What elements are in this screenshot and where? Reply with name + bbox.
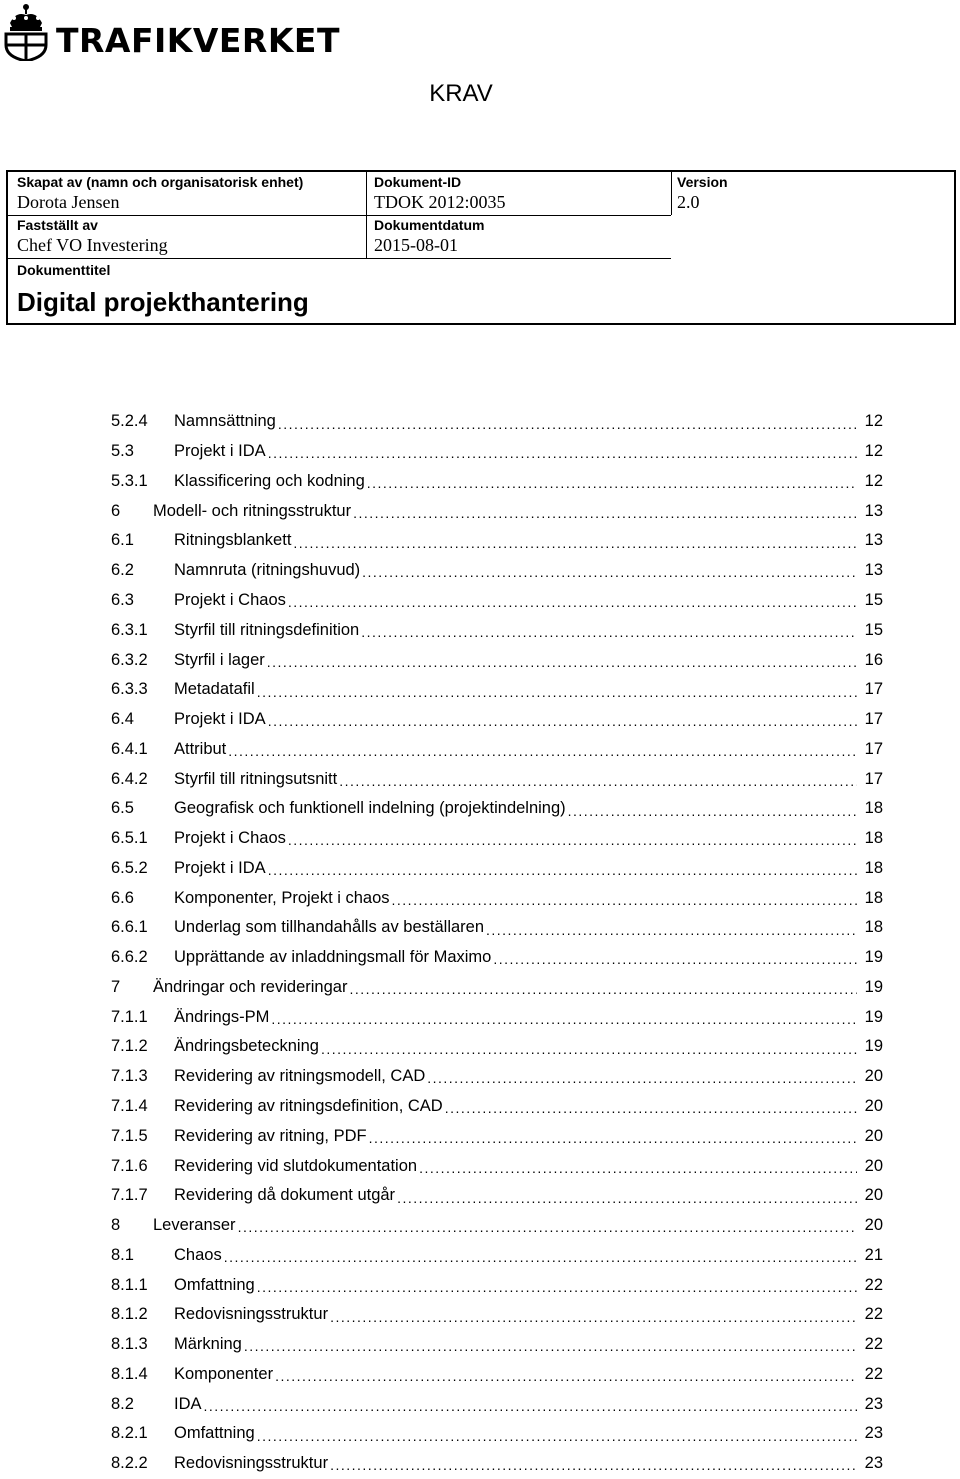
toc-entry-title: Ritningsblankett: [174, 531, 292, 550]
toc-entry-title: Projekt i IDA: [174, 442, 266, 461]
toc-entry-body: [174, 764, 883, 794]
toc-entry-number: 8.1.2: [111, 1305, 148, 1324]
toc-dot-leader: [369, 1130, 857, 1147]
toc-entry-body: [174, 526, 883, 556]
toc-dot-leader: [486, 922, 857, 939]
version-value: 2.0: [677, 192, 700, 212]
toc-entry-number: 6.4.1: [111, 739, 148, 758]
toc-entry-title: Redovisningsstruktur: [174, 1454, 329, 1473]
toc-entry-title: Revidering då dokument utgår: [174, 1186, 396, 1205]
toc-entry-page: 19: [864, 1007, 883, 1026]
toc-entry-page: 15: [864, 620, 883, 639]
toc-dot-leader: [268, 862, 857, 879]
toc-entry-number: 6.5: [111, 799, 134, 818]
toc-entry-page: 20: [864, 1186, 883, 1205]
toc-entry-page: 20: [864, 1126, 883, 1145]
toc-entry-number: 6.3.2: [111, 650, 148, 669]
toc-entry-title: Attribut: [174, 739, 227, 758]
toc-entry-number: 7.1.4: [111, 1096, 148, 1115]
toc-entry-number: 8.1.4: [111, 1364, 148, 1383]
toc-entry-page: 17: [864, 769, 883, 788]
toc-entry-number: 6.4.2: [111, 769, 148, 788]
toc-entry[interactable]: [111, 1270, 883, 1300]
toc-entry-page: 23: [864, 1454, 883, 1473]
toc-entry-title: Redovisningsstruktur: [174, 1305, 329, 1324]
toc-dot-leader: [293, 535, 857, 552]
toc-entry-number: 6.6: [111, 888, 134, 907]
toc-entry[interactable]: [111, 1062, 883, 1092]
toc-entry-page: 21: [864, 1245, 883, 1264]
toc-entry-body: [174, 1121, 883, 1151]
toc-entry-body: [174, 645, 883, 675]
toc-entry[interactable]: [111, 734, 883, 764]
toc-entry[interactable]: [111, 407, 883, 437]
created-by-value: Dorota Jensen: [17, 192, 120, 212]
toc-entry-number: 6.5.2: [111, 858, 148, 877]
toc-entry-number: 7.1.1: [111, 1007, 148, 1026]
header-divider: [671, 172, 672, 215]
toc-entry-number: 8.2.2: [111, 1454, 148, 1473]
toc-entry-body: [174, 467, 883, 497]
approved-by-label: Fastställt av: [17, 217, 98, 233]
toc-entry[interactable]: [111, 1151, 883, 1181]
toc-entry-body: [174, 824, 883, 854]
toc-entry-body: [153, 1211, 883, 1241]
toc-entry-body: [174, 1449, 883, 1479]
toc-entry-page: 12: [864, 442, 883, 461]
toc-entry-page: 12: [864, 412, 883, 431]
toc-entry[interactable]: [111, 1389, 883, 1419]
toc-entry-title: Upprättande av inladdningsmall för Maximo: [174, 948, 492, 967]
toc-entry[interactable]: [111, 586, 883, 616]
toc-entry-title: Ändringar och revideringar: [153, 977, 348, 996]
toc-entry-number: 7.1.7: [111, 1186, 148, 1205]
toc-entry-number: 6.5.1: [111, 829, 148, 848]
toc-dot-leader: [267, 654, 857, 671]
toc-entry-number: 6.6.1: [111, 918, 148, 937]
toc-entry-page: 20: [864, 1156, 883, 1175]
toc-entry-title: Styrfil till ritningsutsnitt: [174, 769, 338, 788]
toc-entry-number: 6.4: [111, 710, 134, 729]
header-divider: [8, 215, 671, 216]
toc-entry-number: 5.2.4: [111, 412, 148, 431]
toc-dot-leader: [427, 1070, 857, 1087]
trafikverket-logo: [4, 2, 340, 62]
toc-entry-title: Metadatafil: [174, 680, 255, 699]
toc-entry-page: 18: [864, 858, 883, 877]
toc-entry[interactable]: [111, 1360, 883, 1390]
toc-entry-title: Modell- och ritningsstruktur: [153, 501, 352, 520]
toc-entry-number: 8.1: [111, 1245, 134, 1264]
toc-entry-body: [174, 615, 883, 645]
toc-entry[interactable]: [111, 705, 883, 735]
toc-entry-body: [174, 883, 883, 913]
toc-entry[interactable]: [111, 1449, 883, 1479]
toc-entry-body: [174, 1151, 883, 1181]
toc-entry[interactable]: [111, 913, 883, 943]
toc-entry-page: 17: [864, 739, 883, 758]
toc-entry[interactable]: [111, 1419, 883, 1449]
toc-entry-page: 18: [864, 888, 883, 907]
toc-entry-title: Ändrings-PM: [174, 1007, 270, 1026]
toc-entry-number: 8.2: [111, 1394, 134, 1413]
toc-entry-page: 13: [864, 531, 883, 550]
toc-entry-title: Namnsättning: [174, 412, 276, 431]
toc-dot-leader: [288, 594, 857, 611]
toc-entry-number: 5.3.1: [111, 471, 148, 490]
toc-dot-leader: [204, 1398, 857, 1415]
toc-entry-body: [174, 794, 883, 824]
toc-entry-title: Styrfil i lager: [174, 650, 265, 669]
toc-dot-leader: [445, 1100, 857, 1117]
toc-dot-leader: [228, 743, 857, 760]
toc-entry-title: Namnruta (ritningshuvud): [174, 561, 361, 580]
toc-entry-body: [174, 1419, 883, 1449]
toc-entry[interactable]: [111, 645, 883, 675]
toc-entry-number: 5.3: [111, 442, 134, 461]
toc-entry[interactable]: [111, 615, 883, 645]
toc-entry-page: 22: [864, 1275, 883, 1294]
toc-entry-number: 7.1.5: [111, 1126, 148, 1145]
toc-dot-leader: [288, 832, 857, 849]
doc-id-label: Dokument-ID: [374, 174, 462, 190]
toc-entry-page: 19: [864, 948, 883, 967]
toc-entry[interactable]: [111, 853, 883, 883]
toc-dot-leader: [268, 713, 857, 730]
toc-entry-page: 18: [864, 799, 883, 818]
toc-entry-title: Leveranser: [153, 1216, 236, 1235]
toc-entry-page: 16: [864, 650, 883, 669]
toc-dot-leader: [330, 1309, 857, 1326]
toc-entry-number: 8: [111, 1216, 121, 1235]
toc-entry[interactable]: [111, 794, 883, 824]
toc-entry-title: Revidering av ritningsdefinition, CAD: [174, 1096, 443, 1115]
header-divider: [8, 258, 671, 259]
toc-dot-leader: [257, 1428, 857, 1445]
toc-dot-leader: [321, 1041, 857, 1058]
toc-entry-number: 6.3.3: [111, 680, 148, 699]
toc-entry-body: [174, 1240, 883, 1270]
toc-entry[interactable]: [111, 437, 883, 467]
toc-entry-page: 15: [864, 590, 883, 609]
toc-entry[interactable]: [111, 1240, 883, 1270]
toc-entry-number: 6: [111, 501, 121, 520]
toc-entry-title: Revidering av ritningsmodell, CAD: [174, 1067, 426, 1086]
toc-entry-page: 17: [864, 710, 883, 729]
toc-entry-body: [153, 973, 883, 1003]
toc-entry[interactable]: [111, 1300, 883, 1330]
toc-entry-number: 7.1.6: [111, 1156, 148, 1175]
toc-entry-body: [174, 853, 883, 883]
toc-entry-title: Revidering vid slutdokumentation: [174, 1156, 418, 1175]
toc-entry-page: 20: [864, 1096, 883, 1115]
toc-dot-leader: [568, 803, 857, 820]
toc-entry-page: 13: [864, 501, 883, 520]
logo-wordmark: TRAFIKVERKET: [56, 20, 340, 60]
toc-entry-page: 12: [864, 471, 883, 490]
toc-entry-title: Ändringsbeteckning: [174, 1037, 319, 1056]
toc-dot-leader: [392, 892, 857, 909]
toc-entry[interactable]: [111, 1092, 883, 1122]
toc-entry-body: [174, 1300, 883, 1330]
toc-dot-leader: [275, 1368, 857, 1385]
doc-title-value: Digital projekthantering: [17, 287, 309, 317]
toc-entry-body: [174, 437, 883, 467]
toc-entry[interactable]: [111, 883, 883, 913]
toc-entry[interactable]: [111, 1002, 883, 1032]
toc-entry-number: 8.2.1: [111, 1424, 148, 1443]
toc-entry-body: [174, 675, 883, 705]
toc-entry-number: 8.1.1: [111, 1275, 148, 1294]
toc-entry-body: [174, 1092, 883, 1122]
toc-entry-page: 20: [864, 1216, 883, 1235]
toc-entry[interactable]: [111, 764, 883, 794]
toc-dot-leader: [349, 981, 857, 998]
toc-entry-number: 7: [111, 977, 121, 996]
toc-entry-body: [153, 496, 883, 526]
toc-entry-page: 22: [864, 1305, 883, 1324]
document-class: KRAV: [429, 80, 493, 107]
toc-entry-number: 7.1.2: [111, 1037, 148, 1056]
toc-entry[interactable]: [111, 526, 883, 556]
toc-entry-page: 18: [864, 918, 883, 937]
toc-dot-leader: [278, 416, 857, 433]
toc-dot-leader: [330, 1457, 857, 1474]
toc-entry[interactable]: [111, 556, 883, 586]
toc-entry-page: 13: [864, 561, 883, 580]
doc-id-value: TDOK 2012:0035: [374, 192, 506, 212]
toc-entry-page: 22: [864, 1364, 883, 1383]
toc-entry-title: Chaos: [174, 1245, 222, 1264]
toc-entry-title: Klassificering och kodning: [174, 471, 365, 490]
toc-entry-body: [174, 1389, 883, 1419]
toc-entry-page: 17: [864, 680, 883, 699]
toc-entry-title: Omfattning: [174, 1424, 255, 1443]
toc-entry-body: [174, 1002, 883, 1032]
toc-entry-title: Komponenter, Projekt i chaos: [174, 888, 390, 907]
toc-entry-body: [174, 407, 883, 437]
toc-entry-body: [174, 1270, 883, 1300]
toc-entry-body: [174, 556, 883, 586]
toc-entry[interactable]: [111, 1121, 883, 1151]
toc-dot-leader: [362, 564, 857, 581]
toc-entry-body: [174, 734, 883, 764]
toc-dot-leader: [268, 445, 857, 462]
toc-entry-number: 6.1: [111, 531, 134, 550]
toc-dot-leader: [353, 505, 857, 522]
crown-icon: [4, 3, 48, 61]
toc-entry-body: [174, 1062, 883, 1092]
toc-entry-title: Underlag som tillhandahålls av beställaren: [174, 918, 485, 937]
toc-dot-leader: [339, 773, 857, 790]
toc-entry-page: 18: [864, 829, 883, 848]
toc-entry-title: Komponenter: [174, 1364, 274, 1383]
toc-entry-title: Projekt i IDA: [174, 858, 266, 877]
toc-dot-leader: [419, 1160, 857, 1177]
toc-entry-number: 6.2: [111, 561, 134, 580]
toc-entry-number: 8.1.3: [111, 1335, 148, 1354]
approved-by-value: Chef VO Investering: [17, 235, 168, 255]
doc-date-label: Dokumentdatum: [374, 217, 485, 233]
toc-entry-body: [174, 1181, 883, 1211]
toc-entry-body: [174, 1032, 883, 1062]
toc-dot-leader: [224, 1249, 857, 1266]
toc-dot-leader: [397, 1190, 857, 1207]
toc-entry-body: [174, 1330, 883, 1360]
toc-entry-body: [174, 943, 883, 973]
toc-entry-title: Projekt i Chaos: [174, 590, 286, 609]
toc-entry-body: [174, 705, 883, 735]
doc-title-label: Dokumenttitel: [17, 262, 111, 278]
toc-entry-number: 6.3: [111, 590, 134, 609]
toc-entry[interactable]: [111, 1181, 883, 1211]
toc-entry[interactable]: [111, 675, 883, 705]
toc-entry[interactable]: [111, 824, 883, 854]
toc-entry-number: 7.1.3: [111, 1067, 148, 1086]
version-label: Version: [677, 174, 728, 190]
toc-entry-page: 19: [864, 977, 883, 996]
toc-dot-leader: [244, 1338, 857, 1355]
toc-entry-title: Omfattning: [174, 1275, 255, 1294]
created-by-label: Skapat av (namn och organisatorisk enhet): [17, 174, 304, 190]
toc-entry[interactable]: [111, 496, 883, 526]
toc-entry-title: Projekt i Chaos: [174, 829, 286, 848]
toc-dot-leader: [238, 1219, 857, 1236]
toc-entry-body: [174, 913, 883, 943]
toc-dot-leader: [367, 475, 857, 492]
toc-entry-page: 20: [864, 1067, 883, 1086]
toc-entry[interactable]: [111, 943, 883, 973]
toc-entry-page: 19: [864, 1037, 883, 1056]
toc-entry-title: Märkning: [174, 1335, 242, 1354]
toc-entry-title: Styrfil till ritningsdefinition: [174, 620, 360, 639]
toc-dot-leader: [271, 1011, 857, 1028]
toc-entry-number: 6.3.1: [111, 620, 148, 639]
toc-dot-leader: [257, 1279, 857, 1296]
toc-entry-body: [174, 586, 883, 616]
toc-entry-page: 23: [864, 1394, 883, 1413]
toc-entry-title: IDA: [174, 1394, 202, 1413]
table-of-contents: [111, 407, 883, 1479]
toc-dot-leader: [361, 624, 857, 641]
toc-entry-title: Geografisk och funktionell indelning (projektindelning): [174, 799, 566, 818]
toc-entry[interactable]: [111, 467, 883, 497]
toc-entry-title: Projekt i IDA: [174, 710, 266, 729]
toc-entry-page: 23: [864, 1424, 883, 1443]
toc-entry[interactable]: [111, 1330, 883, 1360]
toc-dot-leader: [493, 951, 857, 968]
toc-dot-leader: [257, 684, 857, 701]
toc-entry-title: Revidering av ritning, PDF: [174, 1126, 367, 1145]
toc-entry[interactable]: [111, 1211, 883, 1241]
toc-entry-body: [174, 1360, 883, 1390]
toc-entry[interactable]: [111, 973, 883, 1003]
toc-entry-page: 22: [864, 1335, 883, 1354]
toc-entry[interactable]: [111, 1032, 883, 1062]
toc-entry-number: 6.6.2: [111, 948, 148, 967]
document-header-box: [6, 170, 956, 325]
doc-date-value: 2015-08-01: [374, 235, 458, 255]
